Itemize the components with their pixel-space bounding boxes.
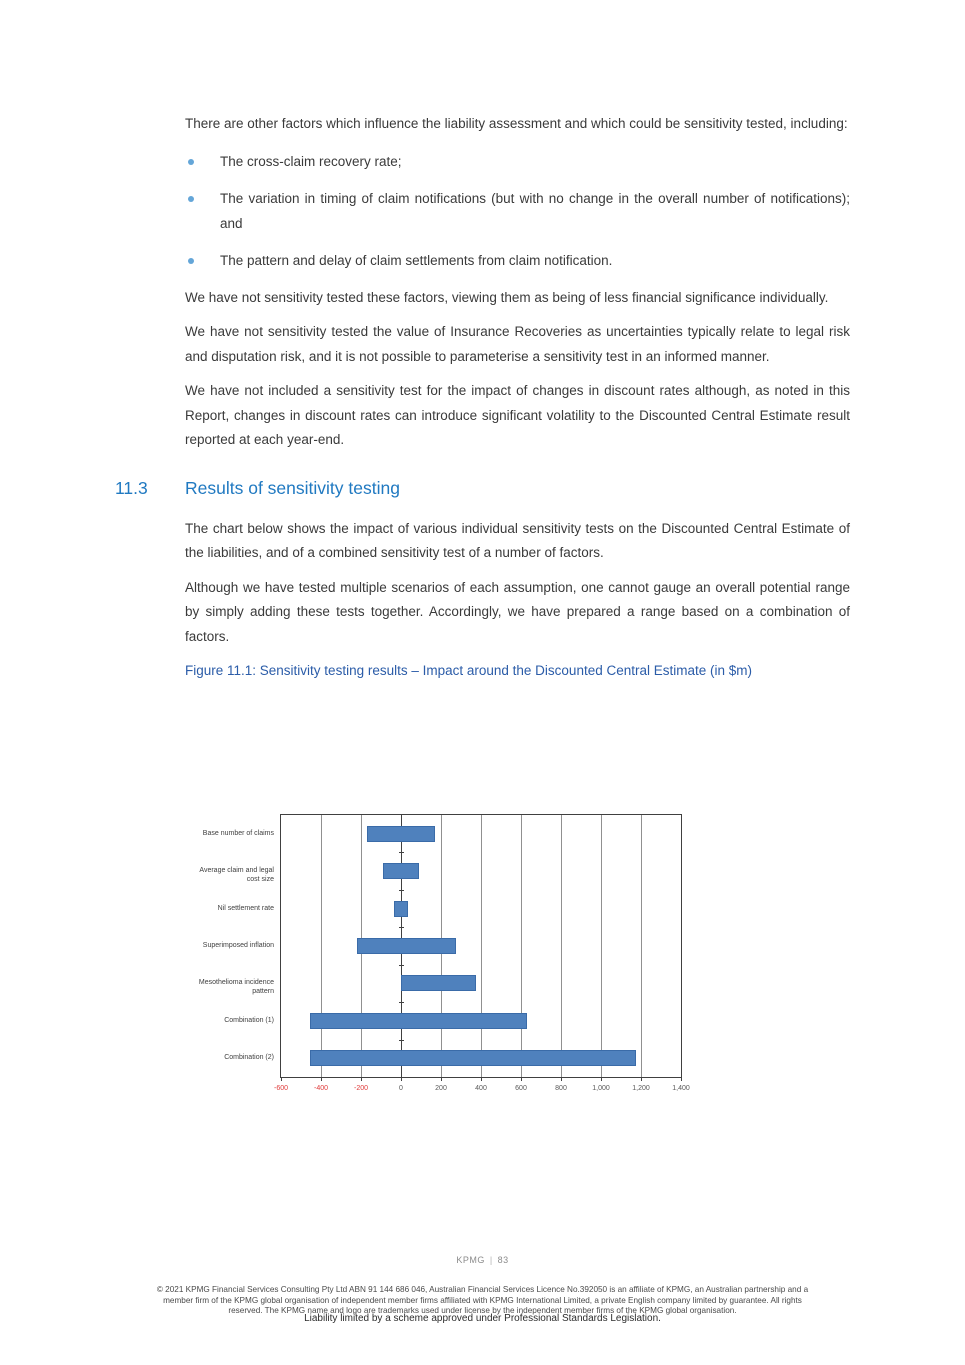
x-axis-tick xyxy=(521,1077,522,1081)
x-axis-tick xyxy=(561,1077,562,1081)
range-bar xyxy=(310,1013,527,1029)
category-label: Superimposed inflation xyxy=(202,942,274,949)
gridline xyxy=(521,815,522,1077)
x-axis-tick-label: 600 xyxy=(515,1085,527,1092)
bullet-text: The cross-claim recovery rate; xyxy=(220,153,402,169)
bullet-text: The pattern and delay of claim settlements from claim notification. xyxy=(220,253,613,268)
gridline xyxy=(601,815,602,1077)
gridline xyxy=(561,815,562,1077)
sensitivity-chart xyxy=(185,812,745,1102)
footer-brand: KPMG xyxy=(456,1255,485,1265)
document-body xyxy=(115,112,850,684)
category-axis-tick xyxy=(399,1040,404,1041)
x-axis-tick-label: 800 xyxy=(555,1085,567,1092)
paragraph-combination: Although we have tested multiple scenarios of each assumption, one cannot gauge an overall potential range by simply adding these tests together. Accordingly, we have prepared a range based on a combination of factors. xyxy=(185,579,850,644)
bullet-list xyxy=(115,150,850,274)
footer-liability-statement: Liability limited by a scheme approved under Professional Standards Legislation. xyxy=(304,1313,661,1324)
footer-page-number: 83 xyxy=(497,1255,509,1265)
x-axis-tick xyxy=(441,1077,442,1081)
category-axis-tick xyxy=(399,1002,404,1003)
bullet-dot-icon xyxy=(185,187,220,236)
bullet-dot-icon xyxy=(185,249,220,274)
section-heading xyxy=(115,477,850,500)
category-label: Mesothelioma incidence pattern xyxy=(198,979,274,996)
category-axis-tick xyxy=(399,927,404,928)
x-axis-tick-label: 400 xyxy=(475,1085,487,1092)
category-label: Nil settlement rate xyxy=(217,904,274,912)
footer-page-line xyxy=(0,1255,965,1265)
x-axis-tick xyxy=(681,1077,682,1081)
range-bar xyxy=(367,826,435,842)
bullet-item xyxy=(185,249,850,274)
section-title: Results of sensitivity testing xyxy=(185,477,400,498)
category-label: Base number of claims xyxy=(202,829,274,837)
range-bar xyxy=(310,1050,636,1066)
x-axis-tick xyxy=(321,1077,322,1081)
paragraph-intro: There are other factors which influence the liability assessment and which could be sensitivity tested, including: xyxy=(185,116,848,131)
gridline xyxy=(641,815,642,1077)
category-axis-tick xyxy=(399,852,404,853)
range-bar xyxy=(394,901,408,917)
x-axis-tick xyxy=(601,1077,602,1081)
bullet-item xyxy=(185,187,850,236)
range-bar xyxy=(357,938,456,954)
category-axis-tick xyxy=(399,890,404,891)
footer-legal-line: © 2021 KPMG Financial Services Consulting Pty Ltd ABN 91 144 686 046, Australian Financial Services Licence No.392050 is an affiliate of KPMG, an Australian partnership and a xyxy=(156,1285,809,1294)
x-axis-tick-label: 0 xyxy=(399,1085,403,1092)
x-axis-tick xyxy=(481,1077,482,1081)
category-label: Combination (1) xyxy=(224,1016,274,1024)
x-axis-tick xyxy=(361,1077,362,1081)
bullet-dot-icon xyxy=(185,150,220,175)
x-axis-tick-label: 1,000 xyxy=(592,1085,610,1092)
footer-legal-line: member firm of the KPMG global organisation of independent member firms affiliated with KPMG International Limited, a private English company limited by guarantee. All rights xyxy=(163,1295,802,1305)
category-axis-tick xyxy=(399,965,404,966)
x-axis-tick xyxy=(641,1077,642,1081)
paragraph-not-tested: We have not sensitivity tested these factors, viewing them as being of less financial significance individually. xyxy=(185,289,829,305)
bullet-text: The variation in timing of claim notifications (but with no change in the overall number of notifications); and xyxy=(220,191,850,231)
x-axis-tick-label: 1,200 xyxy=(632,1085,650,1092)
x-axis-tick-label: 200 xyxy=(435,1085,447,1092)
gridline xyxy=(481,815,482,1077)
x-axis-tick xyxy=(281,1077,282,1081)
paragraph-recoveries: We have not sensitivity tested the value of Insurance Recoveries as uncertainties typically relate to legal risk and disputation risk, and it is not possible to parameterise a sensitivity test in an informed manner. xyxy=(185,324,850,364)
x-axis-tick-label: -400 xyxy=(313,1085,328,1092)
section-number: 11.3 xyxy=(115,477,148,498)
footer-legal-line: reserved. The KPMG name and logo are trademarks used under license by the independent member firms of the KPMG global organisation. xyxy=(228,1306,737,1316)
category-label: Average claim and legal cost size xyxy=(199,867,274,884)
paragraph-chart-intro: The chart below shows the impact of various individual sensitivity tests on the Discounted Central Estimate of the liabilities, and of a combined sensitivity test of a number of factors. xyxy=(185,520,850,560)
range-bar xyxy=(401,975,476,991)
category-label: Combination (2) xyxy=(224,1054,274,1062)
footer-legal-text xyxy=(0,1285,965,1317)
figure-caption: Figure 11.1: Sensitivity testing results – Impact around the Discounted Central Estimate (in $m) xyxy=(185,663,753,678)
gridline xyxy=(321,815,322,1077)
bullet-item xyxy=(185,150,850,175)
range-bar xyxy=(383,863,419,879)
x-axis-tick-label: 1,400 xyxy=(672,1085,690,1092)
footer-separator: | xyxy=(489,1255,493,1265)
paragraph-discount-rates: We have not included a sensitivity test for the impact of changes in discount rates although, as noted in this Report, changes in discount rates can introduce significant volatility to the Discounted Central Estimate result reported at each year-end. xyxy=(185,383,850,447)
x-axis-tick-label: -600 xyxy=(273,1085,288,1092)
chart-plot-area xyxy=(198,814,690,1092)
x-axis-tick-label: -200 xyxy=(353,1085,368,1092)
x-axis-tick xyxy=(401,1077,402,1081)
